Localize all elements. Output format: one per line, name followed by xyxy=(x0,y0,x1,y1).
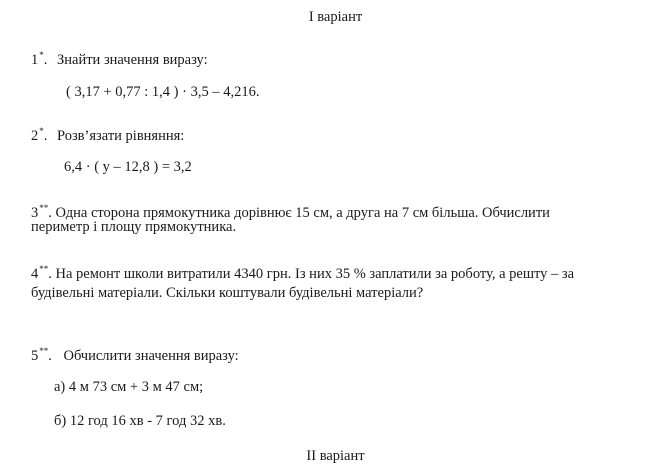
task-4-number: 4**. xyxy=(31,264,52,282)
task-4-line-1 xyxy=(31,260,574,283)
task-4-line-2: будівельні матеріали. Скільки коштували будівельні матеріали? xyxy=(31,285,424,301)
task-2-prompt: Розв’язати рівняння: xyxy=(57,128,185,144)
task-5-item-a: а) 4 м 73 см + 3 м 47 см; xyxy=(54,379,204,395)
task-5-header xyxy=(31,342,239,365)
task-2-number: 2*. xyxy=(31,126,48,144)
task-5-number: 5**. xyxy=(31,346,52,364)
task-2-header xyxy=(31,122,184,145)
variant-title: I варіант xyxy=(308,9,363,25)
task-4-text-1: На ремонт школи витратили 4340 грн. Із них 35 % заплатили за роботу, а решту – за xyxy=(55,266,575,282)
next-variant-title: II варіант xyxy=(306,448,365,464)
task-2-expression: 6,4 · ( у – 12,8 ) = 3,2 xyxy=(64,159,192,175)
task-1-header xyxy=(31,46,208,69)
task-5-prompt: Обчислити значення виразу: xyxy=(63,348,239,364)
task-3-number: 3**. xyxy=(31,203,52,221)
task-1-expression: ( 3,17 + 0,77 : 1,4 ) · 3,5 – 4,216. xyxy=(66,84,260,100)
task-3-text-1: Одна сторона прямокутника дорівнює 15 см, а друга на 7 см більша. Обчислити xyxy=(55,205,550,221)
task-5-item-b: б) 12 год 16 хв - 7 год 32 хв. xyxy=(54,413,226,429)
task-1-prompt: Знайти значення виразу: xyxy=(57,52,208,68)
task-3-line-2: периметр і площу прямокутника. xyxy=(31,219,237,235)
task-1-number: 1*. xyxy=(31,50,48,68)
